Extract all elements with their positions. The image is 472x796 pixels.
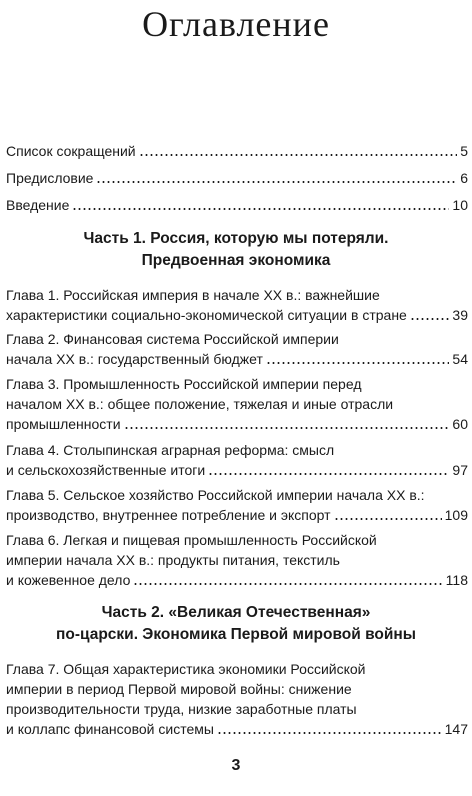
entry-title: и кожевенное дело [6,572,131,588]
entry-title: начала ХХ в.: государственный бюджет [6,351,263,367]
page-ref: 97 [452,462,468,478]
entry-title: и коллапс финансовой системы [6,721,214,737]
page-ref: 60 [452,416,468,432]
entry-title: производство, внутреннее потребление и экспорт [6,507,331,523]
toc-entry-abbreviations[interactable] [6,141,468,161]
entry-line: империи в период Первой мировой войны: снижение [6,681,352,697]
page-ref: 147 [444,721,468,737]
entry-line: началом ХХ в.: общее положение, тяжелая и иные отрасли [6,396,394,412]
part-heading-line: по-царски. Экономика Первой мировой войны [55,626,416,643]
toc-entry-chapter-5[interactable] [6,485,468,525]
entry-title: Предисловие [6,170,94,186]
entry-title: характеристики социально-экономической ситуации в стране [6,307,407,323]
dot-leader [266,362,450,364]
toc-entry-chapter-2[interactable] [6,329,468,369]
dot-leader [96,181,457,183]
page-ref: 5 [460,143,468,159]
entry-line: Глава 5. Сельское хозяйство Российской империи начала ХХ в.: [6,487,425,503]
page-ref: 54 [452,351,468,367]
entry-line: империи начала ХХ в.: продукты питания, текстиль [6,552,340,568]
page-ref: 109 [444,507,468,523]
entry-line: Глава 1. Российская империя в начале ХХ в.: важнейшие [6,287,380,303]
toc-entry-chapter-7[interactable] [6,659,468,739]
part-heading-line: Предвоенная экономика [141,252,331,269]
entry-line: Глава 7. Общая характеристика экономики Российской [6,661,366,677]
part-heading-line: Часть 1. Россия, которую мы потеряли. [83,230,389,247]
entry-title: и сельскохозяйственные итоги [6,462,206,478]
toc-entry-chapter-3[interactable] [6,374,468,434]
part-2-heading [0,602,472,646]
dot-leader [410,318,450,320]
entry-title: Введение [6,197,70,213]
entry-title: Список сокращений [6,143,136,159]
entry-line: Глава 3. Промышленность Российской империи перед [6,376,362,392]
entry-line: Глава 2. Финансовая система Российской империи [6,331,339,347]
entry-title: промышленности [6,416,121,432]
toc-entry-introduction[interactable] [6,195,468,215]
page-ref: 6 [460,170,468,186]
dot-leader [133,583,442,585]
dot-leader [334,518,442,520]
part-1-heading [0,228,472,272]
entry-line: Глава 4. Столыпинская аграрная реформа: смысл [6,442,335,458]
page-ref: 118 [445,572,468,588]
dot-leader [217,732,442,734]
dot-leader [124,427,450,429]
toc-entry-chapter-1[interactable] [6,285,468,325]
entry-line: Глава 6. Легкая и пищевая промышленность Российской [6,532,377,548]
dot-leader [139,154,458,156]
dot-leader [208,473,449,475]
page-ref: 10 [452,197,468,213]
page-number: 3 [231,757,241,774]
toc-entry-preface[interactable] [6,168,468,188]
dot-leader [72,208,449,210]
page-ref: 39 [452,307,468,323]
entry-line: производительности труда, низкие заработные платы [6,701,357,717]
toc-entry-chapter-6[interactable] [6,530,468,590]
toc-entry-chapter-4[interactable] [6,440,468,480]
part-heading-line: Часть 2. «Великая Отечественная» [101,604,371,621]
page-title: Оглавление [142,4,330,44]
